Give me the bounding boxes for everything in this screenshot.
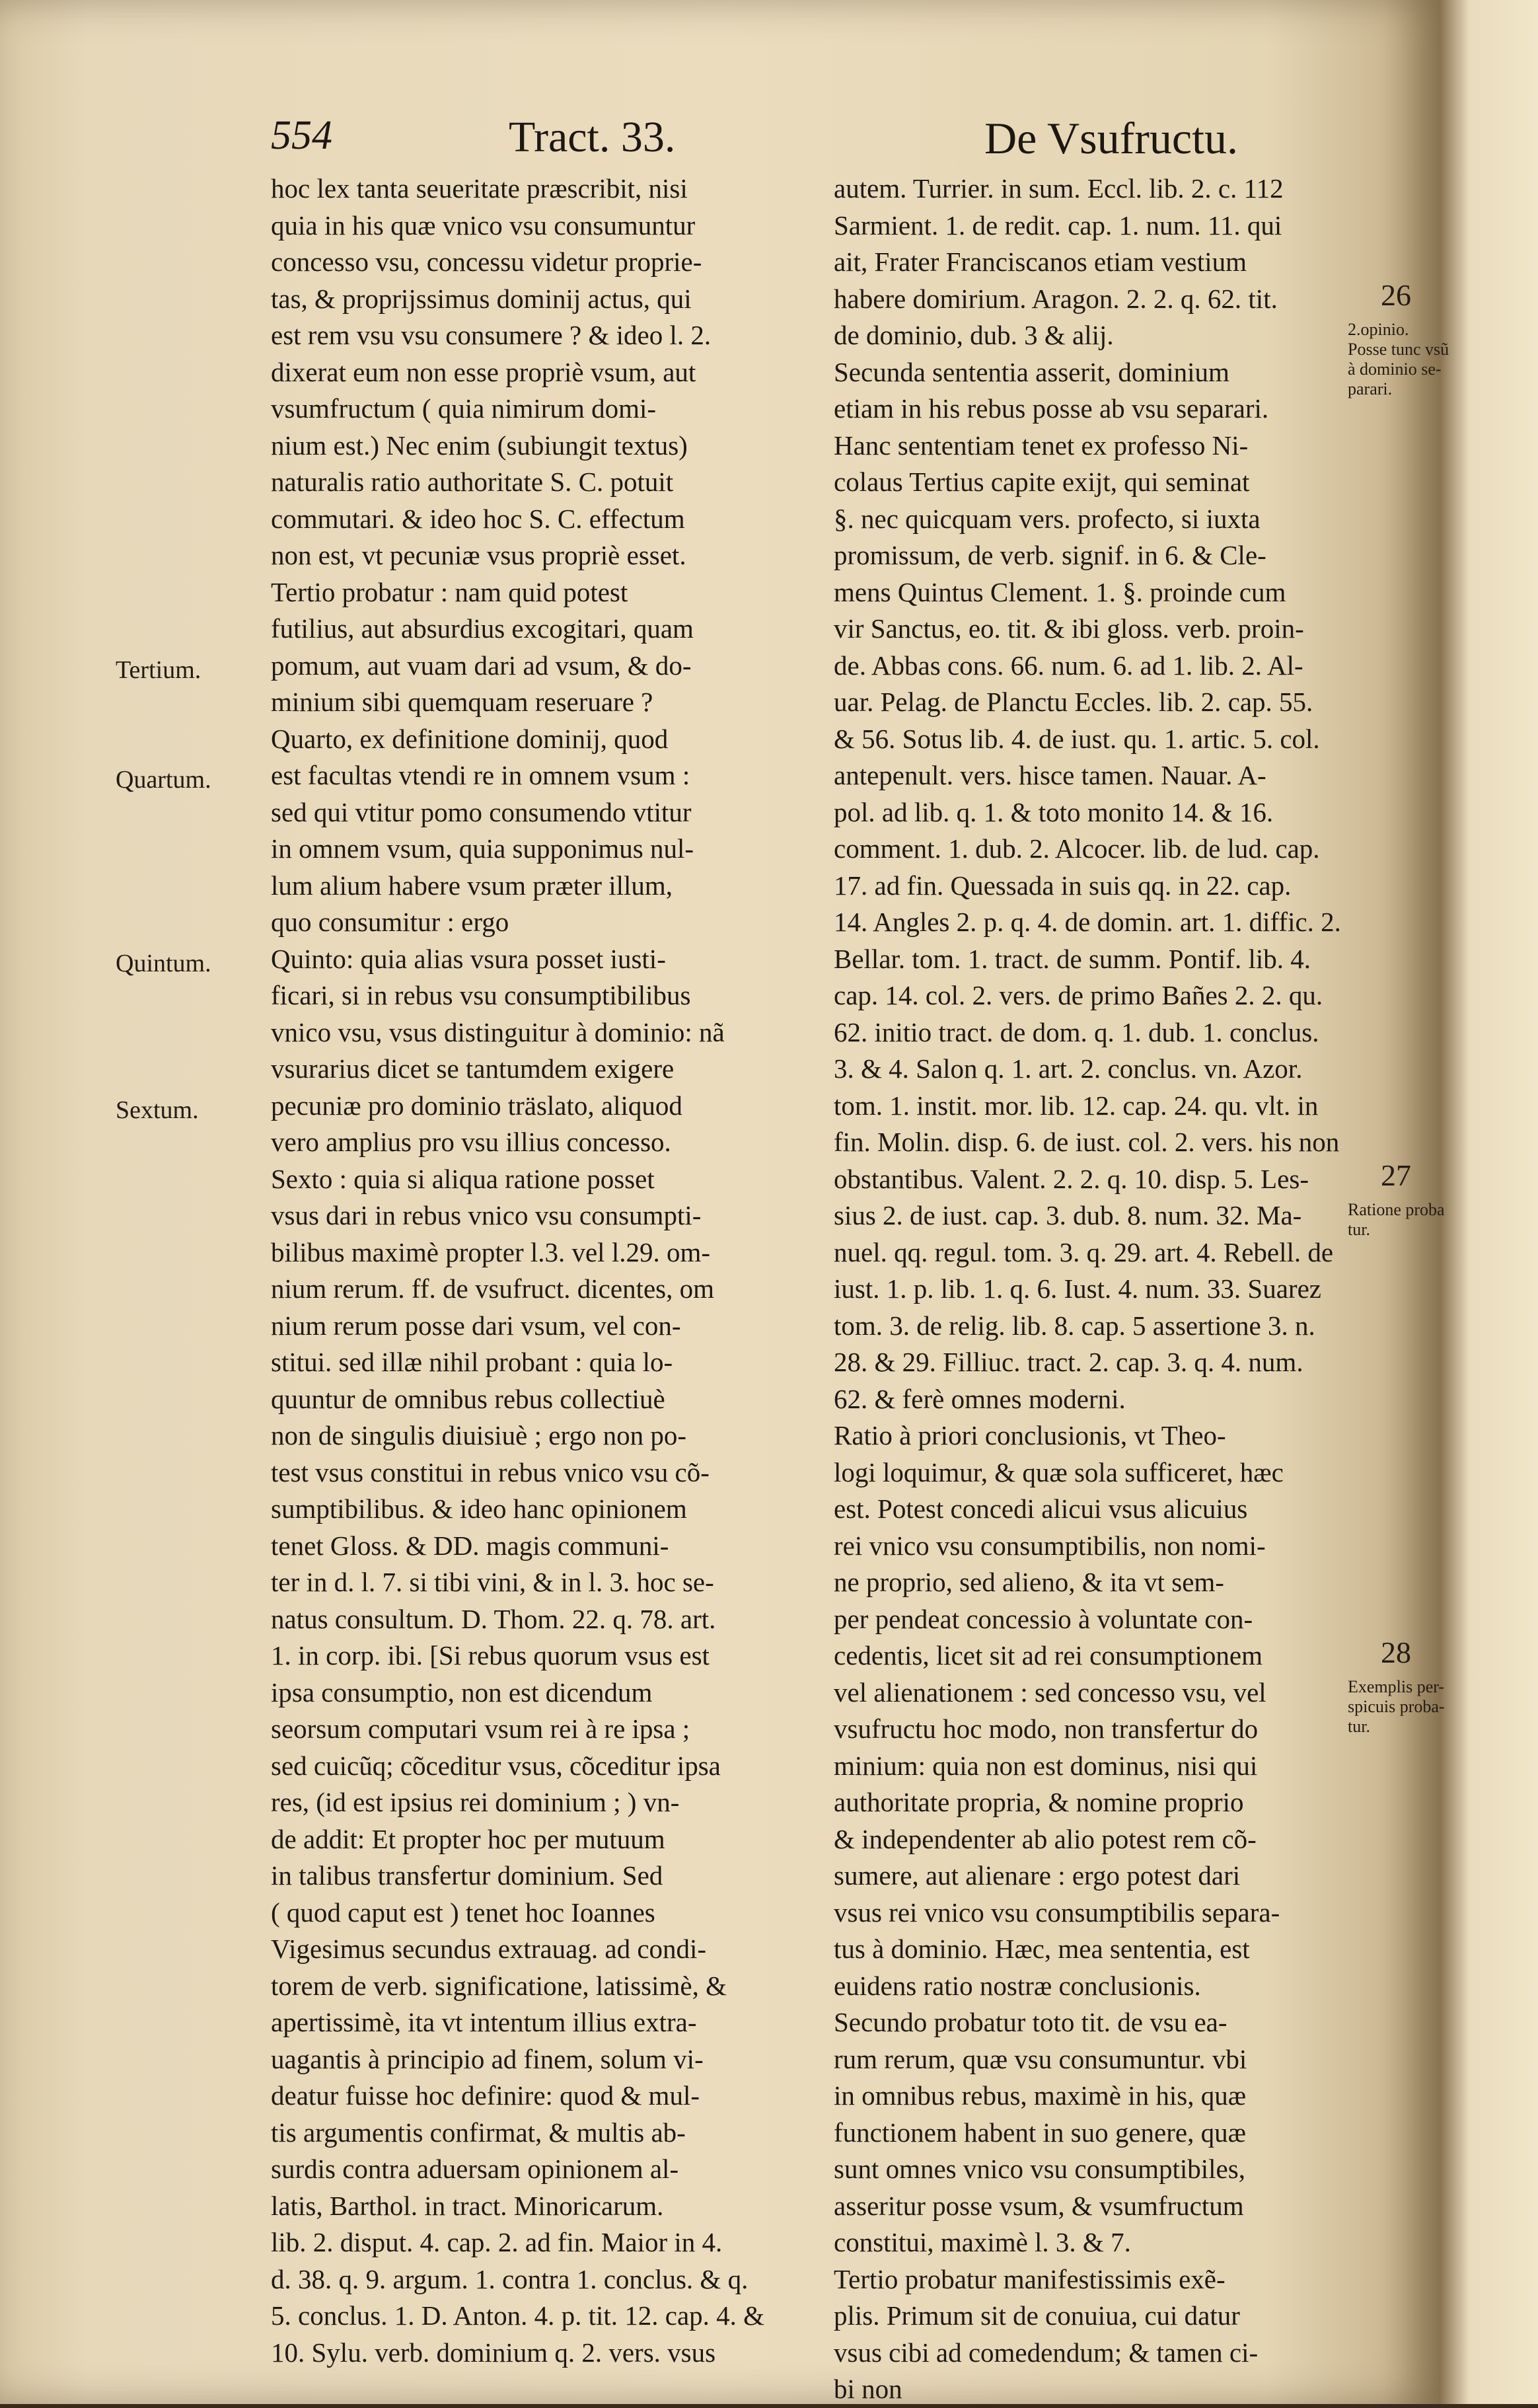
text-line: apertissimè, ita vt intentum illius extra- (271, 2007, 697, 2037)
text-line: rum rerum, quæ vsu consumuntur. vbi (834, 2043, 1247, 2074)
text-line: hoc lex tanta seueritate præscribit, nisi (271, 173, 688, 204)
right-column (834, 170, 1362, 2408)
text-line: & independenter ab alio potest rem cõ- (834, 1823, 1257, 1854)
text-line: euidens ratio nostræ conclusionis. (834, 1970, 1201, 2001)
text-line: minium sibi quemquam reseruare ? (271, 687, 653, 717)
text-line: pecuniæ pro dominio träslato, aliquod (271, 1090, 682, 1121)
page-number: 554 (271, 113, 332, 158)
text-line: vsus rei vnico vsu consumptibilis separa- (834, 1897, 1280, 1928)
page-title: De Vsufructu. (984, 113, 1238, 163)
text-line: vnico vsu, vsus distinguitur à dominio: nã (271, 1016, 725, 1047)
text-line: latis, Barthol. in tract. Minoricarum. (271, 2190, 664, 2221)
text-line: tus à dominio. Hæc, mea sententia, est (834, 1934, 1250, 1964)
text-line: non de singulis diuisiuè ; ergo non po- (271, 1420, 687, 1450)
text-line: in omnibus rebus, maximè in his, quæ (834, 2080, 1247, 2111)
text-line: 3. & 4. Salon q. 1. art. 2. conclus. vn. Azor. (834, 1053, 1303, 1084)
text-line: 62. initio tract. de dom. q. 1. dub. 1. conclus. (834, 1016, 1319, 1047)
text-line: sius 2. de iust. cap. 3. dub. 8. num. 32. Ma- (834, 1200, 1302, 1230)
text-line: cap. 14. col. 2. vers. de primo Bañes 2. 2. qu. (834, 980, 1323, 1010)
text-line: promissum, de verb. signif. in 6. & Cle- (834, 540, 1266, 570)
paragraph-number: 26 (1381, 278, 1411, 312)
margin-label: Quartum. (116, 766, 211, 794)
text-line: functionem habent in suo genere, quæ (834, 2117, 1246, 2148)
text-line: in omnem vsum, quia supponimus nul- (271, 833, 694, 864)
text-line: vsus cibi ad comedendum; & tamen ci- (834, 2337, 1259, 2368)
paragraph-number: 27 (1381, 1158, 1411, 1192)
text-line: d. 38. q. 9. argum. 1. contra 1. conclus. & q. (271, 2263, 749, 2294)
text-line: Sarmient. 1. de redit. cap. 1. num. 11. qui (834, 209, 1282, 241)
text-line: 5. conclus. 1. D. Anton. 4. p. tit. 12. cap. 4. & (271, 2300, 765, 2331)
text-line: iust. 1. p. lib. 1. q. 6. Iust. 4. num. 33. Suarez (834, 1273, 1321, 1304)
text-line: 17. ad fin. Quessada in suis qq. in 22. cap. (834, 870, 1292, 901)
text-line: res, (id est ipsius rei dominium ; ) vn- (271, 1787, 680, 1817)
text-line: Bellar. tom. 1. tract. de summ. Pontif. lib. 4. (834, 943, 1311, 974)
text-line: ficari, si in rebus vsu consumptibilibus (271, 980, 691, 1010)
text-line: vsus dari in rebus vnico vsu consumpti- (271, 1200, 702, 1230)
text-line: sunt omnes vnico vsu consumptibiles, (834, 2154, 1245, 2184)
text-line: futilius, aut absurdius excogitari, quam (271, 613, 694, 644)
text-line: sed qui vtitur pomo consumendo vtitur (271, 796, 692, 827)
text-line: de addit: Et propter hoc per mutuum (271, 1823, 665, 1854)
text-line: obstantibus. Valent. 2. 2. q. 10. disp. 5. Les- (834, 1163, 1309, 1194)
text-line: uagantis à principio ad finem, solum vi- (271, 2043, 704, 2074)
text-line: & 56. Sotus lib. 4. de iust. qu. 1. artic. 5. col. (834, 723, 1320, 754)
text-line: quo consumitur : ergo (271, 907, 509, 937)
tract-number: Tract. 33. (509, 113, 676, 161)
text-line: cedentis, licet sit ad rei consumptionem (834, 1640, 1263, 1671)
text-line: sed cuicũq; cõceditur vsus, cõceditur ipsa (271, 1750, 721, 1781)
running-header (271, 112, 1354, 172)
text-line: logi loquimur, & quæ sola sufficeret, hæc (834, 1456, 1284, 1487)
text-line: sumptibilibus. & ideo hanc opinionem (271, 1493, 687, 1524)
text-line: plis. Primum sit de conuiua, cui datur (834, 2300, 1240, 2331)
text-line: test vsus constitui in rebus vnico vsu cõ- (271, 1456, 710, 1487)
text-line: Secunda sententia asserit, dominium (834, 356, 1229, 387)
text-line: quuntur de omnibus rebus collectiuè (271, 1383, 665, 1414)
text-line: lum alium habere vsum præter illum, (271, 870, 673, 901)
text-line: nium rerum posse dari vsum, vel con- (271, 1310, 681, 1341)
text-line: non est, vt pecuniæ vsus propriè esset. (271, 540, 686, 570)
text-line: antepenult. vers. hisce tamen. Nauar. A- (834, 760, 1266, 790)
text-line: est facultas vtendi re in omnem vsum : (271, 760, 690, 790)
text-line: §. nec quicquam vers. profecto, si iuxta (834, 503, 1261, 534)
text-line: Quinto: quia alias vsura posset iusti- (271, 943, 666, 974)
text-line: mens Quintus Clement. 1. §. proinde cum (834, 576, 1286, 607)
text-line: colaus Tertius capite exijt, qui seminat (834, 467, 1250, 497)
text-line: bilibus maximè propter l.3. vel l.29. om- (271, 1236, 711, 1267)
side-note: Exemplis per- spicuis proba- tur. (1348, 1676, 1445, 1736)
text-line: Hanc sententiam tenet ex professo Ni- (834, 430, 1249, 461)
text-line: Quarto, ex definitione dominij, quod (271, 723, 669, 754)
text-line: nuel. qq. regul. tom. 3. q. 29. art. 4. Rebell. de (834, 1236, 1334, 1267)
text-line: est. Potest concedi alicui vsus alicuius (834, 1493, 1248, 1524)
text-line: ait, Frater Franciscanos etiam vestium (834, 246, 1247, 277)
text-line: comment. 1. dub. 2. Alcocer. lib. de lud. cap. (834, 833, 1320, 864)
text-line: fin. Molin. disp. 6. de iust. col. 2. vers. his non (834, 1127, 1340, 1157)
text-line: autem. Turrier. in sum. Eccl. lib. 2. c. 112 (834, 173, 1284, 204)
text-line: torem de verb. significatione, latissimè, & (271, 1970, 727, 2001)
text-line: per pendeat concessio à voluntate con- (834, 1603, 1253, 1634)
text-line: ne proprio, sed alieno, & ita vt sem- (834, 1567, 1224, 1597)
side-note: 2.opinio. Posse tunc vsũ à dominio se- parari. (1348, 320, 1449, 398)
text-line: surdis contra aduersam opinionem al- (271, 2154, 679, 2184)
text-line: deatur fuisse hoc definire: quod & mul- (271, 2080, 700, 2111)
text-line: de dominio, dub. 3 & alij. (834, 320, 1114, 350)
text-line: ( quod caput est ) tenet hoc Ioannes (271, 1897, 655, 1928)
text-line: Ratio à priori conclusionis, vt Theo- (834, 1420, 1226, 1450)
text-line: Tertio probatur : nam quid potest (271, 576, 628, 607)
text-line: bi non (834, 2374, 902, 2404)
text-line: tas, & proprijssimus dominij actus, qui (271, 283, 692, 314)
margin-label: Tertium. (116, 656, 201, 684)
text-line: quia in his quæ vnico vsu consumuntur (271, 209, 696, 241)
text-line: commutari. & ideo hoc S. C. effectum (271, 503, 685, 534)
text-line: vir Sanctus, eo. tit. & ibi gloss. verb. proin- (834, 613, 1304, 644)
text-line: in talibus transfertur dominium. Sed (271, 1860, 663, 1891)
text-line: tis argumentis confirmat, & multis ab- (271, 2117, 686, 2148)
text-line: concesso vsu, concessu videtur proprie- (271, 246, 702, 277)
text-line: habere domirium. Aragon. 2. 2. q. 62. tit. (834, 283, 1278, 314)
text-line: ipsa consumptio, non est dicendum (271, 1676, 653, 1708)
text-line: vero amplius pro vsu illius concesso. (271, 1127, 671, 1157)
text-line: 14. Angles 2. p. q. 4. de domin. art. 1. diffic. 2. (834, 907, 1341, 937)
text-line: constitui, maximè l. 3. & 7. (834, 2227, 1131, 2257)
margin-label: Sextum. (116, 1096, 199, 1124)
text-line: uar. Pelag. de Planctu Eccles. lib. 2. cap. 55. (834, 687, 1313, 717)
text-line: seorsum computari vsum rei à re ipsa ; (271, 1713, 690, 1744)
text-line: nium est.) Nec enim (subiungit textus) (271, 430, 688, 461)
text-line: sumere, aut alienare : ergo potest dari (834, 1860, 1241, 1891)
text-line: pomum, aut vuam dari ad vsum, & do- (271, 650, 692, 681)
text-line: etiam in his rebus posse ab vsu separari. (834, 393, 1269, 424)
text-line: 10. Sylu. verb. dominium q. 2. vers. vsus (271, 2337, 716, 2368)
left-column (271, 170, 832, 2371)
text-line: minium: quia non est dominus, nisi qui (834, 1750, 1258, 1781)
text-line: nium rerum. ff. de vsufruct. dicentes, om (271, 1273, 715, 1304)
text-line: rei vnico vsu consumptibilis, non nomi- (834, 1530, 1266, 1561)
text-line: Sexto : quia si aliqua ratione posset (271, 1163, 655, 1194)
text-line: lib. 2. disput. 4. cap. 2. ad fin. Maior in 4. (271, 2227, 723, 2257)
side-note: Ratione proba tur. (1348, 1200, 1445, 1239)
text-line: est rem vsu vsu consumere ? & ideo l. 2. (271, 320, 712, 350)
text-line: natus consultum. D. Thom. 22. q. 78. art. (271, 1603, 716, 1634)
text-line: 28. & 29. Filliuc. tract. 2. cap. 3. q. 4. num. (834, 1347, 1303, 1377)
text-line: asseritur posse vsum, & vsumfructum (834, 2190, 1244, 2221)
text-line: Secundo probatur toto tit. de vsu ea- (834, 2007, 1227, 2037)
text-line: vel alienationem : sed concesso vsu, vel (834, 1676, 1266, 1708)
text-line: de. Abbas cons. 66. num. 6. ad 1. lib. 2. Al- (834, 650, 1303, 681)
text-line: 62. & ferè omnes moderni. (834, 1383, 1126, 1414)
text-line: vsumfructum ( quia nimirum domi- (271, 393, 657, 424)
text-line: tom. 1. instit. mor. lib. 12. cap. 24. qu. vlt. in (834, 1090, 1319, 1121)
text-line: authoritate propria, & nomine proprio (834, 1787, 1244, 1817)
text-line: Vigesimus secundus extrauag. ad condi- (271, 1934, 707, 1964)
text-line: Tertio probatur manifestissimis exẽ- (834, 2263, 1226, 2294)
margin-label: Quintum. (116, 949, 211, 977)
text-line: ter in d. l. 7. si tibi vini, & in l. 3. hoc se- (271, 1567, 714, 1597)
paragraph-number: 28 (1381, 1635, 1411, 1669)
text-line: stitui. sed illæ nihil probant : quia lo- (271, 1347, 673, 1377)
text-line: tom. 3. de relig. lib. 8. cap. 5 assertione 3. n. (834, 1310, 1315, 1341)
text-line: vsufructu hoc modo, non transfertur do (834, 1713, 1259, 1744)
text-line: 1. in corp. ibi. [Si rebus quorum vsus est (271, 1640, 710, 1671)
text-line: vsurarius dicet se tantumdem exigere (271, 1053, 675, 1084)
text-line: tenet Gloss. & DD. magis communi- (271, 1530, 669, 1561)
text-line: naturalis ratio authoritate S. C. potuit (271, 467, 674, 497)
text-line: pol. ad lib. q. 1. & toto monito 14. & 16. (834, 796, 1274, 827)
text-line: dixerat eum non esse propriè vsum, aut (271, 356, 696, 387)
